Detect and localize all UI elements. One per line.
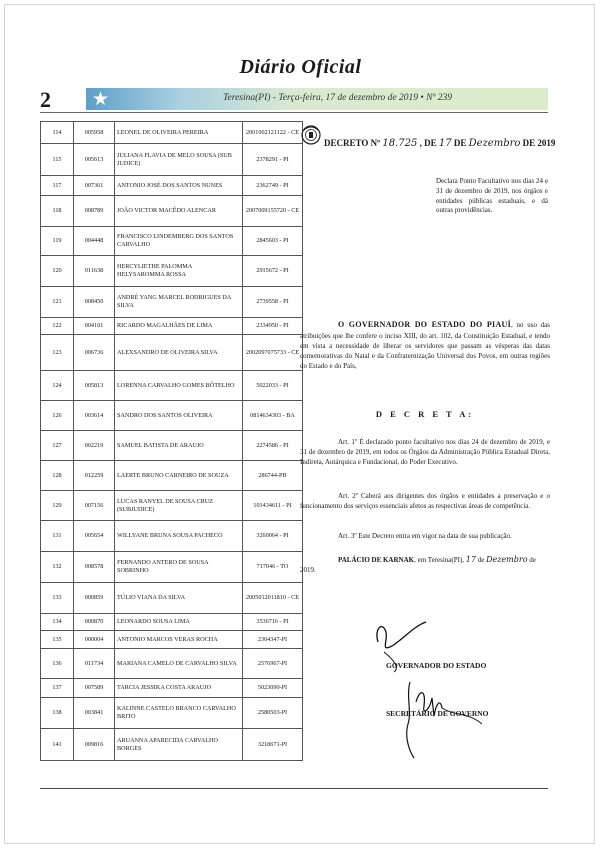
row-document: 2005012011810 - CE [243, 583, 303, 614]
row-code: 007156 [74, 491, 115, 521]
row-index: 119 [41, 227, 74, 256]
table-row [41, 371, 303, 401]
row-name: JULIANA FLAVIA DE MELO SOUSA (SUB JUDICE) [115, 144, 243, 176]
row-index: 124 [41, 371, 74, 401]
row-code: 008578 [74, 552, 115, 583]
table-row [41, 729, 303, 761]
decree-day: 17 [438, 138, 452, 149]
row-document: 717046 - TO [243, 552, 303, 583]
row-name: SANDRO DOS SANTOS OLIVEIRA [115, 401, 243, 431]
page-number: 2 [40, 87, 51, 112]
roster-body [41, 122, 303, 761]
row-index: 136 [41, 649, 74, 679]
row-name: KALINNE CASTELO BRANCO CARVALHO BRITO [115, 698, 243, 729]
row-name: FRANCISCO LINDEMBERG DOS SANTOS CARVALHO [115, 227, 243, 256]
row-name: ANTONIO MARCOS VERAS ROCHA [115, 631, 243, 649]
row-document: 2739558 - PI [243, 287, 303, 318]
row-document: 0814634303 - BA [243, 401, 303, 431]
row-name: LEONARDO SOUSA LIMA [115, 614, 243, 631]
palace-text: , em Teresina(PI), [414, 556, 465, 564]
row-code: 005813 [74, 371, 115, 401]
decreta-heading: D E C R E T A: [375, 409, 475, 419]
decree-year: DE 2019 [522, 138, 556, 148]
row-document: 286744-PB [243, 461, 303, 491]
article-3: Art. 3º Este Decreto entra em vigor na data de sua publicação. [338, 532, 512, 540]
table-row [41, 256, 303, 287]
row-code: 007361 [74, 176, 115, 196]
table-row [41, 679, 303, 698]
footer-rule [40, 788, 548, 789]
row-name: WILLYANE BRUNA SOUSA PACHECO [115, 521, 243, 552]
row-index: 121 [41, 287, 74, 318]
table-row [41, 649, 303, 679]
table-row [41, 144, 303, 176]
palace-day: 17 [465, 555, 476, 564]
palace-end: de 2019. [300, 556, 536, 574]
row-name: FERNANDO ANTERO DE SOUSA SOBRINHO [115, 552, 243, 583]
table-row [41, 698, 303, 729]
table-row [41, 521, 303, 552]
row-index: 141 [41, 729, 74, 761]
star-icon: ★ [92, 88, 110, 110]
state-crest-icon [300, 123, 322, 147]
row-document: 2334950 - PI [243, 318, 303, 335]
row-document: 2580503-PI [243, 698, 303, 729]
decree-month: Dezembro [468, 138, 521, 149]
table-row [41, 431, 303, 461]
row-document: 2304347-PI [243, 631, 303, 649]
row-name: ARUANNA APARECIDA CARVALHO BORGES [115, 729, 243, 761]
row-name: HERCYLIETHE PALOMMA HELYSAROMMA ROSSA [115, 256, 243, 287]
row-index: 133 [41, 583, 74, 614]
issue-info: Teresina(PI) - Terça-feira, 17 de dezembro de 2019 • Nº 239 [223, 93, 452, 103]
signature-secretary: SECRETÁRIO DE GOVERNO [386, 709, 489, 718]
row-code: 011734 [74, 649, 115, 679]
table-row [41, 122, 303, 144]
decree-month-prefix: DE [453, 138, 467, 148]
row-code: 006736 [74, 335, 115, 371]
row-name: LEONEL DE OLIVEIRA PEREIRA [115, 122, 243, 144]
row-document: 5023090-PI [243, 679, 303, 698]
row-index: 128 [41, 461, 74, 491]
row-index: 122 [41, 318, 74, 335]
row-name: TÚLIO VIANA DA SILVA [115, 583, 243, 614]
row-document: 2007009155720 - CE [243, 196, 303, 227]
table-row [41, 318, 303, 335]
decree-preamble [300, 319, 550, 371]
row-code: 003614 [74, 401, 115, 431]
table-row [41, 176, 303, 196]
decree-heading [324, 137, 555, 151]
row-code: 005613 [74, 144, 115, 176]
row-index: 127 [41, 431, 74, 461]
header-rule [40, 112, 548, 113]
row-code: 005654 [74, 521, 115, 552]
row-document: 5022033 - PI [243, 371, 303, 401]
table-row [41, 614, 303, 631]
row-code: 002219 [74, 431, 115, 461]
row-index: 123 [41, 335, 74, 371]
table-row [41, 631, 303, 649]
row-code: 011638 [74, 256, 115, 287]
row-code: 009816 [74, 729, 115, 761]
row-name: MARIANA CAMELO DE CARVALHO SILVA [115, 649, 243, 679]
row-document: 2378291 - PI [243, 144, 303, 176]
row-document: 3536716 - PI [243, 614, 303, 631]
row-name: LAERTE BRUNO CARNEIRO DE SOUZA [115, 461, 243, 491]
row-document: 2001002121122 - CE [243, 122, 303, 144]
table-row [41, 335, 303, 371]
row-name: ANDRÉ YANG MARCEL RODRIGUES DA SILVA [115, 287, 243, 318]
table-row [41, 287, 303, 318]
row-code: 005958 [74, 122, 115, 144]
row-index: 118 [41, 196, 74, 227]
row-name: RICARDO MAGALHÃES DE LIMA [115, 318, 243, 335]
row-code: 000859 [74, 583, 115, 614]
row-index: 132 [41, 552, 74, 583]
row-code: 004101 [74, 318, 115, 335]
decree-prefix: DECRETO Nº [324, 138, 381, 148]
row-document: 2845603 - PI [243, 227, 303, 256]
article-1: Art. 1º É declarado ponto facultativo nos dias 24 de dezembro de 2019, e 31 de dezembro de 2019, em todos os Órgãos da Administração Pública Estadual Direta, Indireta, Autárquica e Fundacional, do Poder Executivo. [300, 438, 550, 467]
decree-day-prefix: , DE [419, 138, 437, 148]
row-name: SAMUEL BATISTA DE ARAUJO [115, 431, 243, 461]
decree-number: 18.725 [382, 138, 418, 149]
row-index: 117 [41, 176, 74, 196]
row-document: 2274586 - PI [243, 431, 303, 461]
table-row [41, 401, 303, 431]
preamble-text: , no uso das atribuições que lhe confere o inciso XIII, do art. 102, da Constituição Estadual, e tendo em vista a necessidade de liberar os servidores que passam as vésperas das datas comemorativas do Natal e da Confraternização Universal dos Povos, em outras regiões do Estado e do País, [300, 321, 550, 371]
row-name: TARCIA JESSIKA COSTA ARAUJO [115, 679, 243, 698]
header-banner [86, 88, 548, 110]
row-name: JOÃO VICTOR MACÊDO ALENCAR [115, 196, 243, 227]
row-code: 007589 [74, 679, 115, 698]
row-code: 003841 [74, 698, 115, 729]
row-index: 138 [41, 698, 74, 729]
row-name: LUCAS RANYEL DE SOUSA CRUZ (SUBJUDICE) [115, 491, 243, 521]
row-name: LORENNA CARVALHO GOMES BÔTELHO [115, 371, 243, 401]
row-document: 2362749 - PI [243, 176, 303, 196]
row-index: 131 [41, 521, 74, 552]
row-document: 2576967-PI [243, 649, 303, 679]
row-document: 3218671-PI [243, 729, 303, 761]
row-index: 126 [41, 401, 74, 431]
table-row [41, 461, 303, 491]
table-row [41, 491, 303, 521]
row-code: 008450 [74, 287, 115, 318]
row-document: 2002097075733 - CE [243, 335, 303, 371]
row-index: 135 [41, 631, 74, 649]
row-document: 3260064 - PI [243, 521, 303, 552]
row-name: ALEXSANDRO DE OLIVEIRA SILVA [115, 335, 243, 371]
table-row [41, 227, 303, 256]
row-code: 008789 [74, 196, 115, 227]
row-index: 120 [41, 256, 74, 287]
signature-icon [370, 612, 500, 762]
row-index: 134 [41, 614, 74, 631]
row-code: 012259 [74, 461, 115, 491]
palace-month: Dezembro [486, 555, 528, 564]
signature-governor: GOVERNADOR DO ESTADO [386, 661, 487, 670]
row-index: 137 [41, 679, 74, 698]
row-code: 004448 [74, 227, 115, 256]
row-document: 2915672 - PI [243, 256, 303, 287]
row-document: 101434611 - PI [243, 491, 303, 521]
row-index: 129 [41, 491, 74, 521]
table-row [41, 583, 303, 614]
roster-table [40, 121, 303, 761]
row-index: 115 [41, 144, 74, 176]
article-2: Art. 2º Caberá aos dirigentes dos órgãos e entidades a preservação e o funcionamento dos serviços essenciais afetos as respectivas áreas de competência. [300, 492, 550, 511]
palace-mid: de [477, 556, 485, 564]
row-index: 114 [41, 122, 74, 144]
row-code: 000004 [74, 631, 115, 649]
masthead-title: Diário Oficial [239, 56, 362, 78]
palace-line [300, 555, 550, 575]
table-row [41, 196, 303, 227]
row-name: ANTONIO JOSÉ DOS SANTOS NUNES [115, 176, 243, 196]
row-code: 000870 [74, 614, 115, 631]
palace-label: PALÁCIO DE KARNAK [338, 556, 415, 564]
table-row [41, 552, 303, 583]
preamble-governor: O GOVERNADOR DO ESTADO DO PIAUÍ [338, 320, 512, 329]
decree-ementa: Declara Ponto Facultativo nos dias 24 e 31 de dezembro de 2019, nos órgãos e entidades públicas estaduais, e dá outras providências. [436, 177, 548, 215]
